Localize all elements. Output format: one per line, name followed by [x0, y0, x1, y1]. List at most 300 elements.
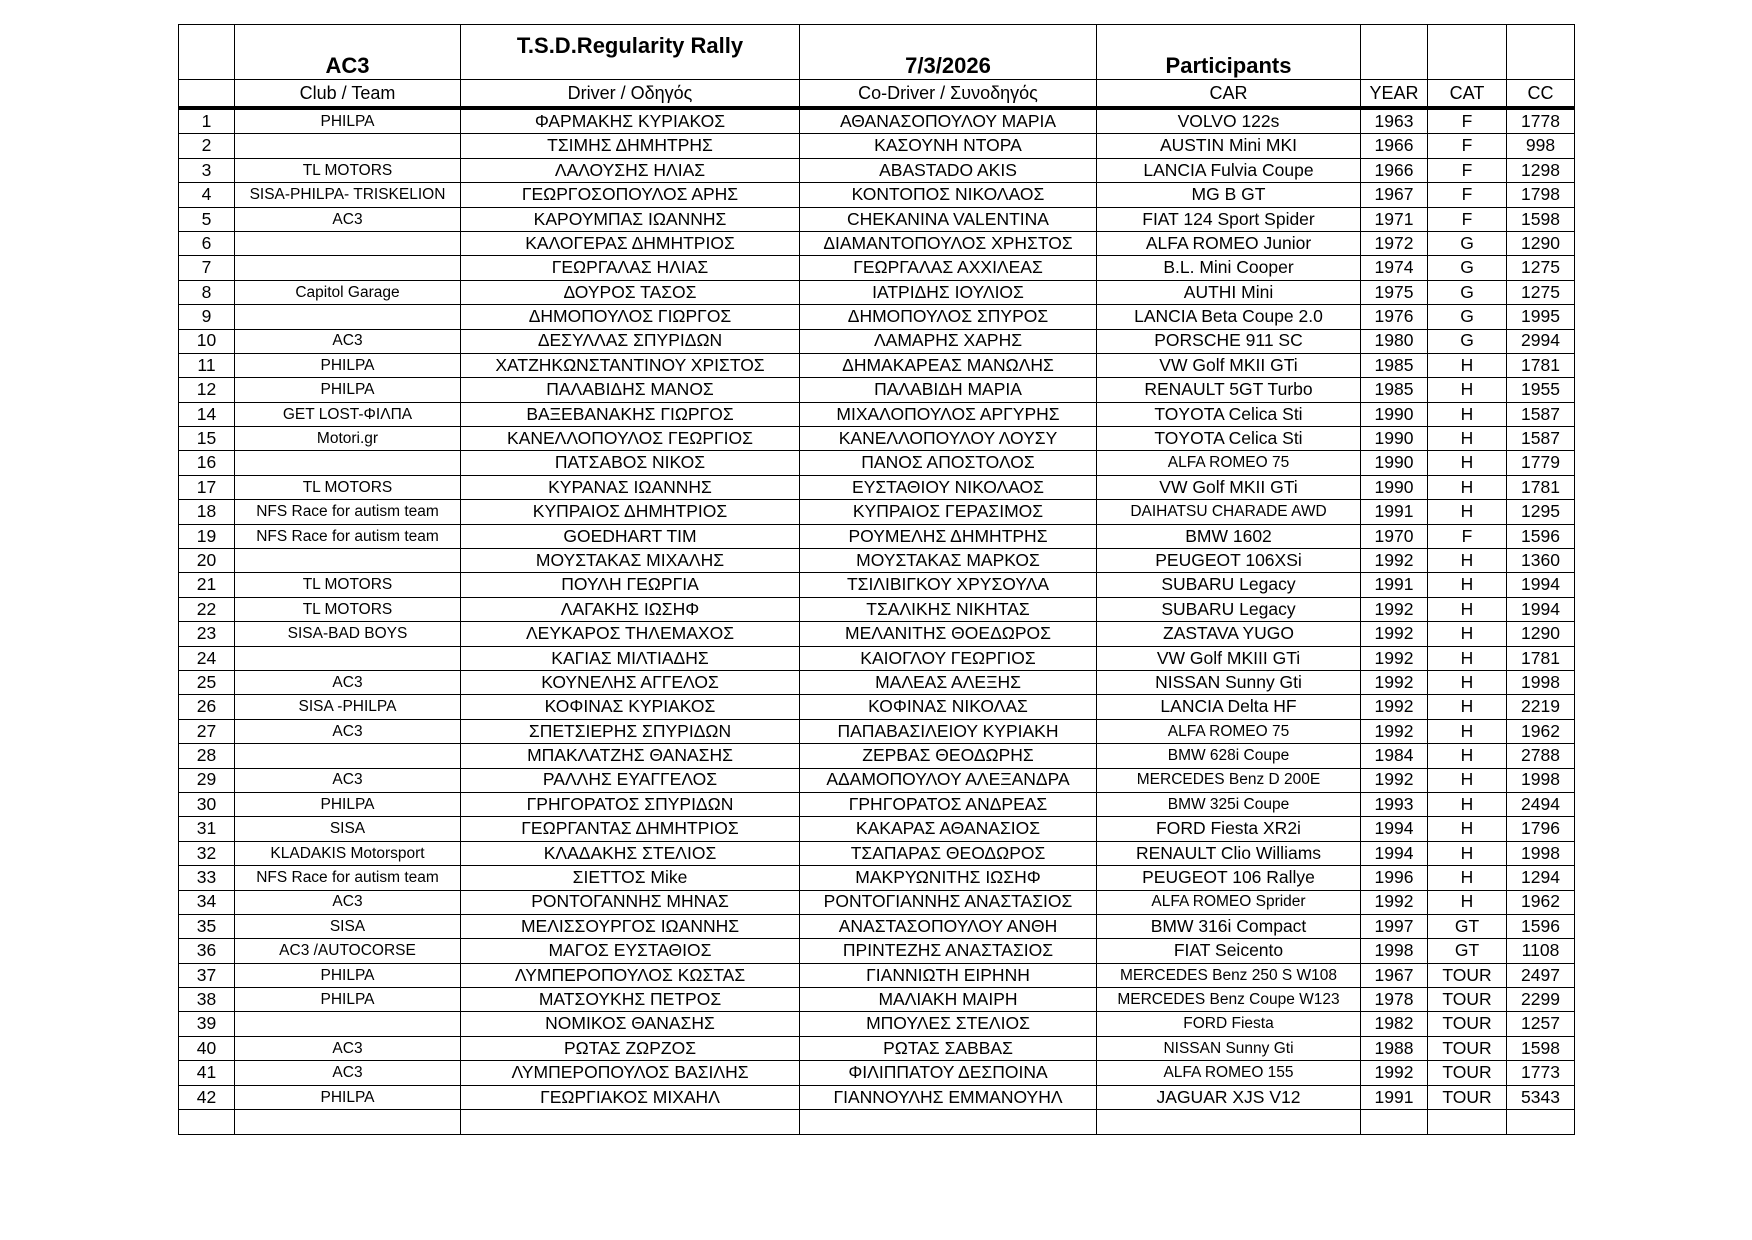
cell-cat: H [1428, 597, 1507, 621]
cell-number: 35 [179, 914, 235, 938]
table-row [179, 890, 1575, 914]
cell-driver: ΛΥΜΠΕΡΟΠΟΥΛΟΣ ΚΩΣΤΑΣ [461, 963, 800, 987]
table-row [179, 768, 1575, 792]
cell-cat: F [1428, 524, 1507, 548]
cell-year: 1998 [1361, 939, 1428, 963]
cell-year: 1980 [1361, 329, 1428, 353]
cell-number: 4 [179, 183, 235, 207]
cell-club [235, 231, 461, 255]
cell-car: LANCIA Delta HF [1097, 695, 1361, 719]
table-row [179, 353, 1575, 377]
cell-club: AC3 [235, 1061, 461, 1085]
cell-driver: ΝΟΜΙΚΟΣ ΘΑΝΑΣΗΣ [461, 1012, 800, 1036]
cell-number: 8 [179, 280, 235, 304]
cell-cc: 1587 [1507, 402, 1575, 426]
table-row [179, 378, 1575, 402]
cell-cc: 1779 [1507, 451, 1575, 475]
table-row [179, 622, 1575, 646]
cell-driver: GOEDHART TIM [461, 524, 800, 548]
cell-cat: H [1428, 792, 1507, 816]
cell-car: NISSAN Sunny Gti [1097, 670, 1361, 694]
cell-driver: ΡΟΝΤΟΓΑΝΝΗΣ ΜΗΝΑΣ [461, 890, 800, 914]
cell-club: GET LOST-ΦΙΛΠΑ [235, 402, 461, 426]
cell-club: TL MOTORS [235, 573, 461, 597]
cell-club: AC3 [235, 719, 461, 743]
cell-car: FORD Fiesta [1097, 1012, 1361, 1036]
table-row [179, 817, 1575, 841]
cell-club: Motori.gr [235, 427, 461, 451]
cell-year: 1990 [1361, 402, 1428, 426]
cell-car: SUBARU Legacy [1097, 573, 1361, 597]
cell-driver: ΓΕΩΡΓΑΛΑΣ ΗΛΙΑΣ [461, 256, 800, 280]
cell-car: MG B GT [1097, 183, 1361, 207]
cell-cat: G [1428, 280, 1507, 304]
cell-cc: 2788 [1507, 744, 1575, 768]
cell-driver: ΚΥΠΡΑΙΟΣ ΔΗΜΗΤΡΙΟΣ [461, 500, 800, 524]
cell-cat: H [1428, 695, 1507, 719]
cell-car: AUTHI Mini [1097, 280, 1361, 304]
cell-number: 17 [179, 475, 235, 499]
cell-number: 16 [179, 451, 235, 475]
cell-car: LANCIA Beta Coupe 2.0 [1097, 305, 1361, 329]
cell-driver: ΜΟΥΣΤΑΚΑΣ ΜΙΧΑΛΗΣ [461, 549, 800, 573]
cell-car: PEUGEOT 106XSi [1097, 549, 1361, 573]
cell-number: 11 [179, 353, 235, 377]
cell-car: RENAULT Clio Williams [1097, 841, 1361, 865]
cell-cc: 1275 [1507, 280, 1575, 304]
title-blank-cell [179, 25, 235, 80]
title-blank-cell [1428, 25, 1507, 80]
cell-club: KLADAKIS Motorsport [235, 841, 461, 865]
cell-cat: F [1428, 207, 1507, 231]
cell-club: AC3 [235, 768, 461, 792]
cell-cc: 1290 [1507, 622, 1575, 646]
cell-driver: ΠΑΛΑΒΙΔΗΣ ΜΑΝΟΣ [461, 378, 800, 402]
cell-car: BMW 1602 [1097, 524, 1361, 548]
cell-year: 1991 [1361, 500, 1428, 524]
blank-cell [1097, 1110, 1361, 1135]
cell-cc: 1994 [1507, 573, 1575, 597]
cell-codriver: ABASTADO AKIS [800, 158, 1097, 182]
cell-cc: 2497 [1507, 963, 1575, 987]
cell-club: AC3 /AUTOCORSE [235, 939, 461, 963]
cell-cc: 1962 [1507, 719, 1575, 743]
cell-driver: ΚΑΓΙΑΣ ΜΙΛΤΙΑΔΗΣ [461, 646, 800, 670]
cell-year: 1992 [1361, 719, 1428, 743]
cell-number: 27 [179, 719, 235, 743]
cell-club: SISA-BAD BOYS [235, 622, 461, 646]
cell-driver: ΛΥΜΠΕΡΟΠΟΥΛΟΣ ΒΑΣΙΛΗΣ [461, 1061, 800, 1085]
cell-year: 1991 [1361, 573, 1428, 597]
cell-number: 9 [179, 305, 235, 329]
cell-year: 1997 [1361, 914, 1428, 938]
list-title: Participants [1097, 25, 1361, 80]
cell-codriver: ΜΕΛΑΝΙΤΗΣ ΘΟΕΔΩΡΟΣ [800, 622, 1097, 646]
blank-cell [1428, 1110, 1507, 1135]
cell-codriver: ΕΥΣΤΑΘΙΟΥ ΝΙΚΟΛΑΟΣ [800, 475, 1097, 499]
table-row [179, 1085, 1575, 1109]
cell-cat: TOUR [1428, 1036, 1507, 1060]
cell-club: PHILPA [235, 108, 461, 134]
event-date: 7/3/2026 [800, 25, 1097, 80]
cell-year: 1966 [1361, 134, 1428, 158]
cell-club [235, 305, 461, 329]
table-row [179, 134, 1575, 158]
cell-car: SUBARU Legacy [1097, 597, 1361, 621]
cell-year: 1982 [1361, 1012, 1428, 1036]
cell-cc: 1360 [1507, 549, 1575, 573]
table-row [179, 866, 1575, 890]
cell-cc: 1998 [1507, 670, 1575, 694]
cell-codriver: ΚΑΝΕΛΛΟΠΟΥΛΟΥ ΛΟΥΣΥ [800, 427, 1097, 451]
cell-codriver: ΔΙΑΜΑΝΤΟΠΟΥΛΟΣ ΧΡΗΣΤΟΣ [800, 231, 1097, 255]
cell-car: PEUGEOT 106 Rallye [1097, 866, 1361, 890]
cell-number: 20 [179, 549, 235, 573]
cell-year: 1990 [1361, 475, 1428, 499]
cell-cc: 1955 [1507, 378, 1575, 402]
cell-cat: H [1428, 549, 1507, 573]
cell-car: VW Golf MKIII GTi [1097, 646, 1361, 670]
table-row [179, 963, 1575, 987]
cell-codriver: ΓΙΑΝΝΟΥΛΗΣ ΕΜΜΑΝΟΥΗΛ [800, 1085, 1097, 1109]
cell-club: PHILPA [235, 963, 461, 987]
cell-driver: ΔΟΥΡΟΣ ΤΑΣΟΣ [461, 280, 800, 304]
cell-car: FORD Fiesta XR2i [1097, 817, 1361, 841]
cell-cc: 1994 [1507, 597, 1575, 621]
cell-cc: 1962 [1507, 890, 1575, 914]
cell-codriver: ΜΑΛΕΑΣ ΑΛΕΞΗΣ [800, 670, 1097, 694]
table-row [179, 402, 1575, 426]
cell-number: 34 [179, 890, 235, 914]
cell-number: 30 [179, 792, 235, 816]
cell-driver: ΦΑΡΜΑΚΗΣ ΚΥΡΙΑΚΟΣ [461, 108, 800, 134]
cell-cat: H [1428, 573, 1507, 597]
cell-cc: 1998 [1507, 768, 1575, 792]
cell-cat: G [1428, 256, 1507, 280]
blank-cell [800, 1110, 1097, 1135]
table-row [179, 597, 1575, 621]
cell-year: 1967 [1361, 183, 1428, 207]
cell-year: 1966 [1361, 158, 1428, 182]
cell-car: B.L. Mini Cooper [1097, 256, 1361, 280]
table-row [179, 1012, 1575, 1036]
table-row [179, 500, 1575, 524]
cell-cat: H [1428, 768, 1507, 792]
header-driver: Driver / Οδηγός [461, 80, 800, 109]
cell-driver: ΔΕΣΥΛΛΑΣ ΣΠΥΡΙΔΩΝ [461, 329, 800, 353]
cell-year: 1992 [1361, 670, 1428, 694]
cell-codriver: ΔΗΜΑΚΑΡΕΑΣ ΜΑΝΩΛΗΣ [800, 353, 1097, 377]
cell-codriver: ΡΟΥΜΕΛΗΣ ΔΗΜΗΤΡΗΣ [800, 524, 1097, 548]
cell-cc: 998 [1507, 134, 1575, 158]
table-row [179, 988, 1575, 1012]
cell-number: 28 [179, 744, 235, 768]
cell-cat: TOUR [1428, 1061, 1507, 1085]
cell-cat: G [1428, 329, 1507, 353]
cell-codriver: ΦΙΛΙΠΠΑΤΟΥ ΔΕΣΠΟΙΝΑ [800, 1061, 1097, 1085]
cell-cc: 1998 [1507, 841, 1575, 865]
cell-driver: ΜΑΤΣΟΥΚΗΣ ΠΕΤΡΟΣ [461, 988, 800, 1012]
cell-club [235, 744, 461, 768]
cell-cat: H [1428, 744, 1507, 768]
cell-codriver: ΜΟΥΣΤΑΚΑΣ ΜΑΡΚΟΣ [800, 549, 1097, 573]
cell-year: 1975 [1361, 280, 1428, 304]
table-row [179, 305, 1575, 329]
cell-cat: H [1428, 841, 1507, 865]
cell-cat: F [1428, 134, 1507, 158]
cell-car: MERCEDES Benz D 200E [1097, 768, 1361, 792]
cell-cat: F [1428, 108, 1507, 134]
table-row [179, 744, 1575, 768]
cell-codriver: ΤΣΙΛΙΒΙΓΚΟΥ ΧΡΥΣΟΥΛΑ [800, 573, 1097, 597]
cell-codriver: ΓΕΩΡΓΑΛΑΣ ΑΧΧΙΛΕΑΣ [800, 256, 1097, 280]
cell-year: 1992 [1361, 768, 1428, 792]
cell-driver: ΚΟΥΝΕΛΗΣ ΑΓΓΕΛΟΣ [461, 670, 800, 694]
cell-club [235, 134, 461, 158]
cell-year: 1992 [1361, 695, 1428, 719]
cell-codriver: ΚΑΣΟΥΝΗ ΝΤΟΡΑ [800, 134, 1097, 158]
cell-club: PHILPA [235, 988, 461, 1012]
cell-number: 36 [179, 939, 235, 963]
cell-club: AC3 [235, 1036, 461, 1060]
cell-driver: ΤΣΙΜΗΣ ΔΗΜΗΤΡΗΣ [461, 134, 800, 158]
cell-year: 1972 [1361, 231, 1428, 255]
cell-codriver: ΚΟΝΤΟΠΟΣ ΝΙΚΟΛΑΟΣ [800, 183, 1097, 207]
cell-club: NFS Race for autism team [235, 500, 461, 524]
cell-club: PHILPA [235, 353, 461, 377]
cell-number: 10 [179, 329, 235, 353]
cell-number: 39 [179, 1012, 235, 1036]
cell-cc: 1294 [1507, 866, 1575, 890]
cell-club: AC3 [235, 207, 461, 231]
cell-codriver: ΖΕΡΒΑΣ ΘΕΟΔΩΡΗΣ [800, 744, 1097, 768]
cell-year: 1990 [1361, 427, 1428, 451]
cell-car: PORSCHE 911 SC [1097, 329, 1361, 353]
cell-club: SISA [235, 914, 461, 938]
cell-year: 1992 [1361, 622, 1428, 646]
cell-cat: H [1428, 378, 1507, 402]
cell-codriver: ΜΑΛΙΑΚΗ ΜΑΙΡΗ [800, 988, 1097, 1012]
table-row [179, 207, 1575, 231]
cell-cc: 1275 [1507, 256, 1575, 280]
cell-number: 40 [179, 1036, 235, 1060]
table-row [179, 183, 1575, 207]
cell-year: 1992 [1361, 890, 1428, 914]
table-row [179, 549, 1575, 573]
cell-number: 1 [179, 108, 235, 134]
cell-car: LANCIA Fulvia Coupe [1097, 158, 1361, 182]
cell-number: 15 [179, 427, 235, 451]
cell-year: 1984 [1361, 744, 1428, 768]
cell-codriver: ΙΑΤΡΙΔΗΣ ΙΟΥΛΙΟΣ [800, 280, 1097, 304]
cell-cc: 1778 [1507, 108, 1575, 134]
cell-club [235, 646, 461, 670]
table-row [179, 719, 1575, 743]
cell-car: ALFA ROMEO 75 [1097, 451, 1361, 475]
cell-codriver: ΑΔΑΜΟΠΟΥΛΟΥ ΑΛΕΞΑΝΔΡΑ [800, 768, 1097, 792]
cell-car: ALFA ROMEO Junior [1097, 231, 1361, 255]
cell-car: TOYOTA Celica Sti [1097, 402, 1361, 426]
cell-driver: ΜΕΛΙΣΣΟΥΡΓΟΣ ΙΩΑΝΝΗΣ [461, 914, 800, 938]
cell-car: MERCEDES Benz 250 S W108 [1097, 963, 1361, 987]
cell-cat: H [1428, 427, 1507, 451]
cell-codriver: ΠΡΙΝΤΕΖΗΣ ΑΝΑΣΤΑΣΙΟΣ [800, 939, 1097, 963]
cell-club [235, 1012, 461, 1036]
cell-cat: H [1428, 475, 1507, 499]
cell-cat: H [1428, 719, 1507, 743]
cell-number: 22 [179, 597, 235, 621]
cell-number: 42 [179, 1085, 235, 1109]
cell-number: 24 [179, 646, 235, 670]
cell-car: JAGUAR XJS V12 [1097, 1085, 1361, 1109]
cell-club: TL MOTORS [235, 597, 461, 621]
cell-car: ALFA ROMEO Sprider [1097, 890, 1361, 914]
cell-codriver: ΜΑΚΡΥΩΝΙΤΗΣ ΙΩΣΗΦ [800, 866, 1097, 890]
table-row [179, 231, 1575, 255]
cell-cc: 1257 [1507, 1012, 1575, 1036]
table-row [179, 280, 1575, 304]
cell-year: 1970 [1361, 524, 1428, 548]
cell-year: 1993 [1361, 792, 1428, 816]
cell-cat: H [1428, 402, 1507, 426]
cell-year: 1992 [1361, 597, 1428, 621]
cell-number: 7 [179, 256, 235, 280]
cell-year: 1978 [1361, 988, 1428, 1012]
cell-codriver: ΚΥΠΡΑΙΟΣ ΓΕΡΑΣΙΜΟΣ [800, 500, 1097, 524]
cell-number: 33 [179, 866, 235, 890]
cell-year: 1963 [1361, 108, 1428, 134]
table-row [179, 670, 1575, 694]
cell-driver: ΚΥΡΑΝΑΣ ΙΩΑΝΝΗΣ [461, 475, 800, 499]
cell-driver: ΓΕΩΡΓΑΝΤΑΣ ΔΗΜΗΤΡΙΟΣ [461, 817, 800, 841]
cell-number: 12 [179, 378, 235, 402]
cell-year: 1976 [1361, 305, 1428, 329]
cell-car: TOYOTA Celica Sti [1097, 427, 1361, 451]
cell-cc: 1598 [1507, 1036, 1575, 1060]
cell-number: 31 [179, 817, 235, 841]
cell-cat: GT [1428, 914, 1507, 938]
cell-club [235, 256, 461, 280]
participants-table [178, 24, 1575, 1135]
cell-cat: H [1428, 866, 1507, 890]
cell-year: 1991 [1361, 1085, 1428, 1109]
cell-cc: 1773 [1507, 1061, 1575, 1085]
cell-cat: TOUR [1428, 1012, 1507, 1036]
cell-codriver: ΡΩΤΑΣ ΣΑΒΒΑΣ [800, 1036, 1097, 1060]
cell-car: DAIHATSU CHARADE AWD [1097, 500, 1361, 524]
cell-cc: 1781 [1507, 475, 1575, 499]
cell-number: 38 [179, 988, 235, 1012]
table-row [179, 914, 1575, 938]
cell-number: 37 [179, 963, 235, 987]
cell-car: VOLVO 122s [1097, 108, 1361, 134]
header-codriver: Co-Driver / Συνοδηγός [800, 80, 1097, 109]
cell-driver: ΡΩΤΑΣ ΖΩΡΖΟΣ [461, 1036, 800, 1060]
blank-cell [1361, 1110, 1428, 1135]
cell-number: 6 [179, 231, 235, 255]
cell-cat: TOUR [1428, 963, 1507, 987]
cell-car: AUSTIN Mini MKI [1097, 134, 1361, 158]
blank-cell [179, 1110, 235, 1135]
cell-year: 1992 [1361, 1061, 1428, 1085]
cell-codriver: ΑΝΑΣΤΑΣΟΠΟΥΛΟΥ ΑΝΘΗ [800, 914, 1097, 938]
cell-number: 2 [179, 134, 235, 158]
header-cc: CC [1507, 80, 1575, 109]
cell-cat: H [1428, 817, 1507, 841]
cell-codriver: ΠΑΝΟΣ ΑΠΟΣΤΟΛΟΣ [800, 451, 1097, 475]
table-row [179, 524, 1575, 548]
cell-number: 14 [179, 402, 235, 426]
cell-number: 23 [179, 622, 235, 646]
cell-cat: G [1428, 231, 1507, 255]
cell-car: BMW 325i Coupe [1097, 792, 1361, 816]
table-row [179, 939, 1575, 963]
cell-number: 25 [179, 670, 235, 694]
blank-row [179, 1110, 1575, 1135]
cell-driver: ΛΑΓΑΚΗΣ ΙΩΣΗΦ [461, 597, 800, 621]
cell-year: 1974 [1361, 256, 1428, 280]
cell-number: 5 [179, 207, 235, 231]
cell-driver: ΚΑΡΟΥΜΠΑΣ ΙΩΑΝΝΗΣ [461, 207, 800, 231]
cell-club: AC3 [235, 890, 461, 914]
cell-club: TL MOTORS [235, 158, 461, 182]
cell-year: 1990 [1361, 451, 1428, 475]
cell-cat: H [1428, 646, 1507, 670]
cell-driver: ΓΕΩΡΓΙΑΚΟΣ ΜΙΧΑΗΛ [461, 1085, 800, 1109]
cell-club: PHILPA [235, 792, 461, 816]
cell-car: VW Golf MKII GTi [1097, 353, 1361, 377]
cell-cc: 1781 [1507, 353, 1575, 377]
cell-cc: 1995 [1507, 305, 1575, 329]
cell-cc: 1596 [1507, 524, 1575, 548]
cell-codriver: CHEKANINA VALENTINA [800, 207, 1097, 231]
cell-driver: ΛΑΛΟΥΣΗΣ ΗΛΙΑΣ [461, 158, 800, 182]
table-row [179, 646, 1575, 670]
cell-codriver: ΔΗΜΟΠΟΥΛΟΣ ΣΠΥΡΟΣ [800, 305, 1097, 329]
cell-cc: 5343 [1507, 1085, 1575, 1109]
header-car: CAR [1097, 80, 1361, 109]
cell-cc: 1108 [1507, 939, 1575, 963]
table-row [179, 158, 1575, 182]
table-row [179, 451, 1575, 475]
title-blank-cell [1361, 25, 1428, 80]
blank-cell [461, 1110, 800, 1135]
cell-cat: TOUR [1428, 1085, 1507, 1109]
cell-year: 1994 [1361, 841, 1428, 865]
cell-club: NFS Race for autism team [235, 866, 461, 890]
cell-cc: 2994 [1507, 329, 1575, 353]
cell-codriver: ΚΟΦΙΝΑΣ ΝΙΚΟΛΑΣ [800, 695, 1097, 719]
cell-cc: 1596 [1507, 914, 1575, 938]
table-row [179, 695, 1575, 719]
table-row [179, 1036, 1575, 1060]
cell-year: 1985 [1361, 353, 1428, 377]
cell-car: ALFA ROMEO 155 [1097, 1061, 1361, 1085]
cell-cat: H [1428, 353, 1507, 377]
cell-year: 1992 [1361, 549, 1428, 573]
table-row [179, 329, 1575, 353]
cell-driver: ΚΟΦΙΝΑΣ ΚΥΡΙΑΚΟΣ [461, 695, 800, 719]
header-cat: CAT [1428, 80, 1507, 109]
cell-driver: ΠΑΤΣΑΒΟΣ ΝΙΚΟΣ [461, 451, 800, 475]
cell-cc: 2299 [1507, 988, 1575, 1012]
cell-cat: GT [1428, 939, 1507, 963]
cell-club: SISA -PHILPA [235, 695, 461, 719]
cell-cc: 1598 [1507, 207, 1575, 231]
cell-driver: ΣΙΕΤΤΟΣ Mike [461, 866, 800, 890]
cell-codriver: ΛΑΜΑΡΗΣ ΧΑΡΗΣ [800, 329, 1097, 353]
cell-codriver: ΑΘΑΝΑΣΟΠΟΥΛΟΥ ΜΑΡΙΑ [800, 108, 1097, 134]
